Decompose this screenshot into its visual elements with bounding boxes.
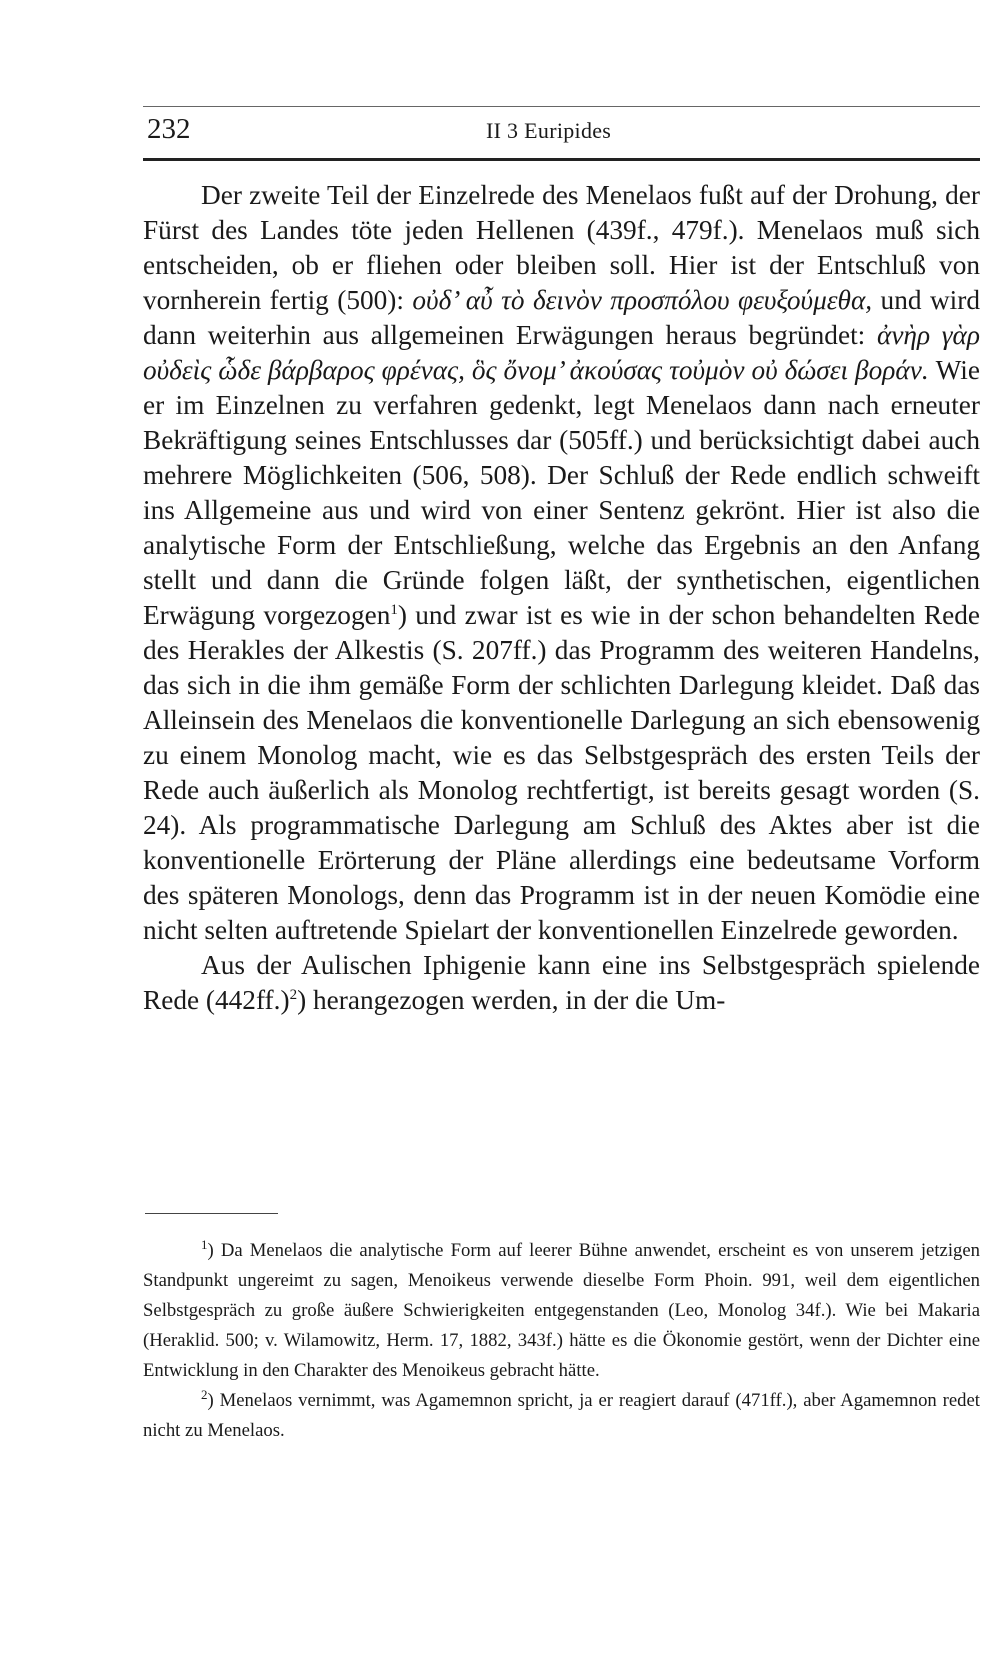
page-number: 232 [147,113,191,145]
header-rule-top [143,106,980,107]
footnotes [143,1236,980,1446]
paragraph-2-text-a: Aus der Aulischen Iphigenie kann eine ins Selbstgespräch spielende Rede (442ff.) [143,950,980,1015]
paragraph-1-text-b: und wird dann weiterhin aus allgemeinen Erwägungen heraus begründet: [143,285,980,350]
footnote-1-text: ) Da Menelaos die analytische Form auf leerer Bühne anwendet, erscheint es von unserem jetzigen Standpunkt ungereimt zu sagen, Menoikeus verwende dieselbe Form Phoin. 991, weil dem eigentlichen Selbstgespräch zu große äußere Schwierigkeiten entgegenstanden (Leo, Monolog 34f.). Wie bei Makaria (Heraklid. 500; v. Wilamowitz, Herm. 17, 1882, 343f.) hätte es die Ökonomie gestört, wenn der Dichter eine Entwicklung in den Charakter des Menoikeus gebracht hätte. [143,1240,980,1381]
footnote-ref-2[interactable]: 2 [289,986,298,1003]
body-text [143,178,980,1018]
paragraph-1 [143,178,980,948]
greek-quote-2: ἀνὴρ γὰρ οὐδεὶς ὧδε βάρβαρος φρένας, ὃς ὄνομ’ ἀκούσας τοὐμὸν οὐ δώσει βοράν. [143,320,980,385]
paragraph-1-text-d: ) und zwar ist es wie in der schon behandelten Rede des Herakles der Alkestis (S. 207ff.) das Programm des weiteren Handelns, das sich in die ihm gemäße Form der schlichten Darlegung kleidet. Daß das Alleinsein des Menelaos die konventionelle Darlegung an sich ebensowenig zu einem Monolog macht, wie es das Selbstgespräch des ersten Teils der Rede auch äußerlich als Monolog rechtfertigt, ist bereits gesagt worden (S. 24). Als programmatische Darlegung am Schluß des Aktes aber ist die konventionelle Erörterung der Pläne allerdings eine bedeutsame Vorform des späteren Monologs, denn das Programm ist in der neuen Komödie eine nicht selten auftretende Spielart der konventionellen Einzelrede geworden. [143,600,980,945]
paragraph-1-text-a: Der zweite Teil der Einzelrede des Menelaos fußt auf der Drohung, der Fürst des Landes töte jeden Hellenen (439f., 479f.). Menelaos muß sich entscheiden, ob er fliehen oder bleiben soll. Hier ist der Entschluß von vornherein fertig (500): [143,180,980,315]
paragraph-1-text-c: Wie er im Einzelnen zu verfahren gedenkt, legt Menelaos dann nach erneuter Bekräftigung seines Entschlusses dar (505ff.) und berücksichtigt dabei auch mehrere Möglichkeiten (506, 508). Der Schluß der Rede endlich schweift ins Allgemeine aus und wird von einer Sentenz gekrönt. Hier ist also die analytische Form der Entschließung, welche das Ergebnis an den Anfang stellt und dann die Gründe folgen läßt, der synthetischen, eigentlichen Erwägung vorgezogen [143,355,980,630]
footnote-2-mark: 2 [201,1386,208,1402]
footnote-1 [143,1236,980,1386]
paragraph-2-text-b: ) herangezogen werden, in der die Um- [297,985,726,1015]
running-head: II 3 Euripides [486,118,612,143]
header-rule-bottom [143,158,980,161]
greek-quote-1: οὐδ’ αὖ τὸ δεινὸν προσπόλου φευξούμεθα, [412,285,873,315]
paragraph-2 [143,948,980,1018]
footnote-ref-1[interactable]: 1 [390,601,398,618]
footnote-1-mark: 1 [201,1236,208,1252]
footnote-separator [145,1213,278,1214]
footnote-2 [143,1386,980,1446]
footnote-2-text: ) Menelaos vernimmt, was Agamemnon spricht, ja er reagiert darauf (471ff.), aber Agamemnon redet nicht zu Menelaos. [143,1390,980,1441]
